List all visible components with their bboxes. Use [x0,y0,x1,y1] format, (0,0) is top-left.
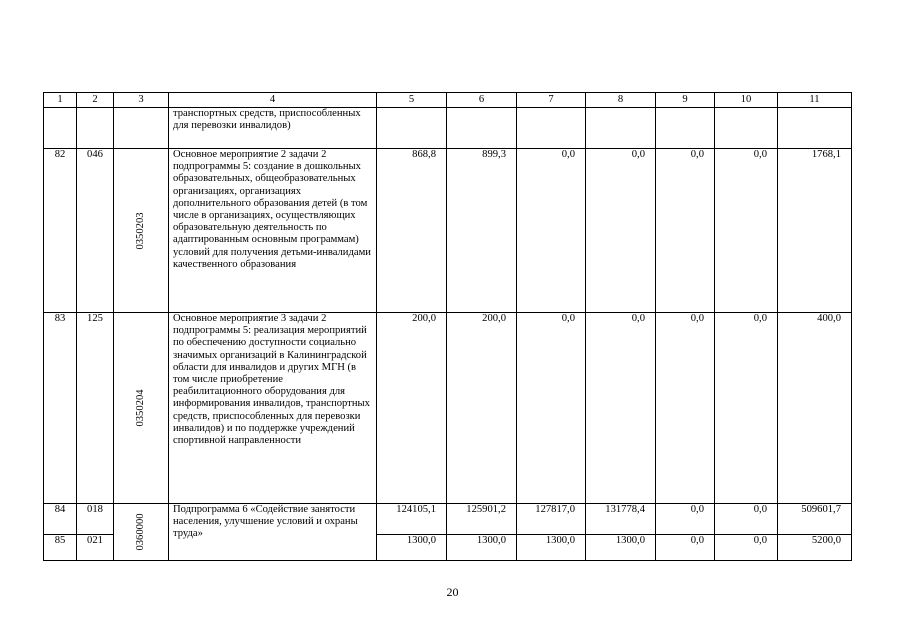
row-number [44,108,77,149]
value-cell: 0,0 [517,313,586,504]
col-header: 5 [377,93,447,108]
description-cell: Подпрограмма 6 «Содействие занятости населения, улучшение условий и охраны труда» [169,504,377,561]
value-cell: 5200,0 [778,535,852,561]
program-code: 0350204 [134,389,146,427]
value-cell: 0,0 [715,313,778,504]
value-cell: 509601,7 [778,504,852,535]
col-header: 6 [447,93,517,108]
value-cell: 0,0 [586,313,656,504]
table-row [44,149,852,313]
value-cell: 124105,1 [377,504,447,535]
value-cell: 0,0 [715,535,778,561]
page-number: 20 [446,585,459,599]
value-cell: 0,0 [517,149,586,313]
description-cell: транспортных средств, приспособленных для перевозки инвалидов) [169,108,377,149]
table-row [44,313,852,504]
program-code-cell [114,504,169,561]
row-code: 018 [77,504,114,535]
value-cell: 1300,0 [586,535,656,561]
budget-table [43,92,852,561]
row-code: 125 [77,313,114,504]
program-code-cell [114,149,169,313]
row-number: 85 [44,535,77,561]
row-number: 82 [44,149,77,313]
row-code: 021 [77,535,114,561]
program-code-cell [114,313,169,504]
col-header: 11 [778,93,852,108]
value-cell: 1300,0 [447,535,517,561]
value-cell: 0,0 [656,535,715,561]
value-cell [778,108,852,149]
col-header: 9 [656,93,715,108]
value-cell: 200,0 [377,313,447,504]
value-cell: 0,0 [586,149,656,313]
value-cell: 131778,4 [586,504,656,535]
row-number: 84 [44,504,77,535]
value-cell [377,108,447,149]
value-cell: 200,0 [447,313,517,504]
program-code: 0360000 [134,513,146,551]
col-header: 10 [715,93,778,108]
value-cell [656,108,715,149]
row-code: 046 [77,149,114,313]
row-number: 83 [44,313,77,504]
col-header: 3 [114,93,169,108]
value-cell: 1300,0 [377,535,447,561]
col-header: 2 [77,93,114,108]
value-cell [447,108,517,149]
value-cell: 0,0 [715,149,778,313]
row-code [77,108,114,149]
value-cell: 899,3 [447,149,517,313]
col-header: 1 [44,93,77,108]
col-header: 7 [517,93,586,108]
value-cell [586,108,656,149]
table-row [44,108,852,149]
value-cell: 127817,0 [517,504,586,535]
value-cell: 400,0 [778,313,852,504]
program-code: 0350203 [134,211,146,250]
value-cell [517,108,586,149]
program-code-cell [114,108,169,149]
value-cell: 125901,2 [447,504,517,535]
value-cell: 1768,1 [778,149,852,313]
value-cell: 0,0 [656,504,715,535]
col-header: 8 [586,93,656,108]
table-row [44,504,852,535]
value-cell: 868,8 [377,149,447,313]
header-row [44,93,852,108]
col-header: 4 [169,93,377,108]
description-cell: Основное мероприятие 2 задачи 2 подпрограммы 5: создание в дошкольных образовательных, общеобразовательных организациях, организациях дополнительного образования детей (в том числе в организациях, осуществляющих образовательную деятельность по адаптированным основным программам) условий для получения детьми-инвалидами качественного образования [169,149,377,313]
description-cell: Основное мероприятие 3 задачи 2 подпрограммы 5: реализация мероприятий по обеспечению доступности социально значимых организаций в Калининградской области для инвалидов и других МГН (в том числе приобретение реабилитационного оборудования для информирования инвалидов, транспортных средств, приспособленных для перевозки инвалидов) и по поддержке учреждений спортивной направленности [169,313,377,504]
value-cell [715,108,778,149]
value-cell: 0,0 [715,504,778,535]
value-cell: 0,0 [656,149,715,313]
value-cell: 0,0 [656,313,715,504]
value-cell: 1300,0 [517,535,586,561]
